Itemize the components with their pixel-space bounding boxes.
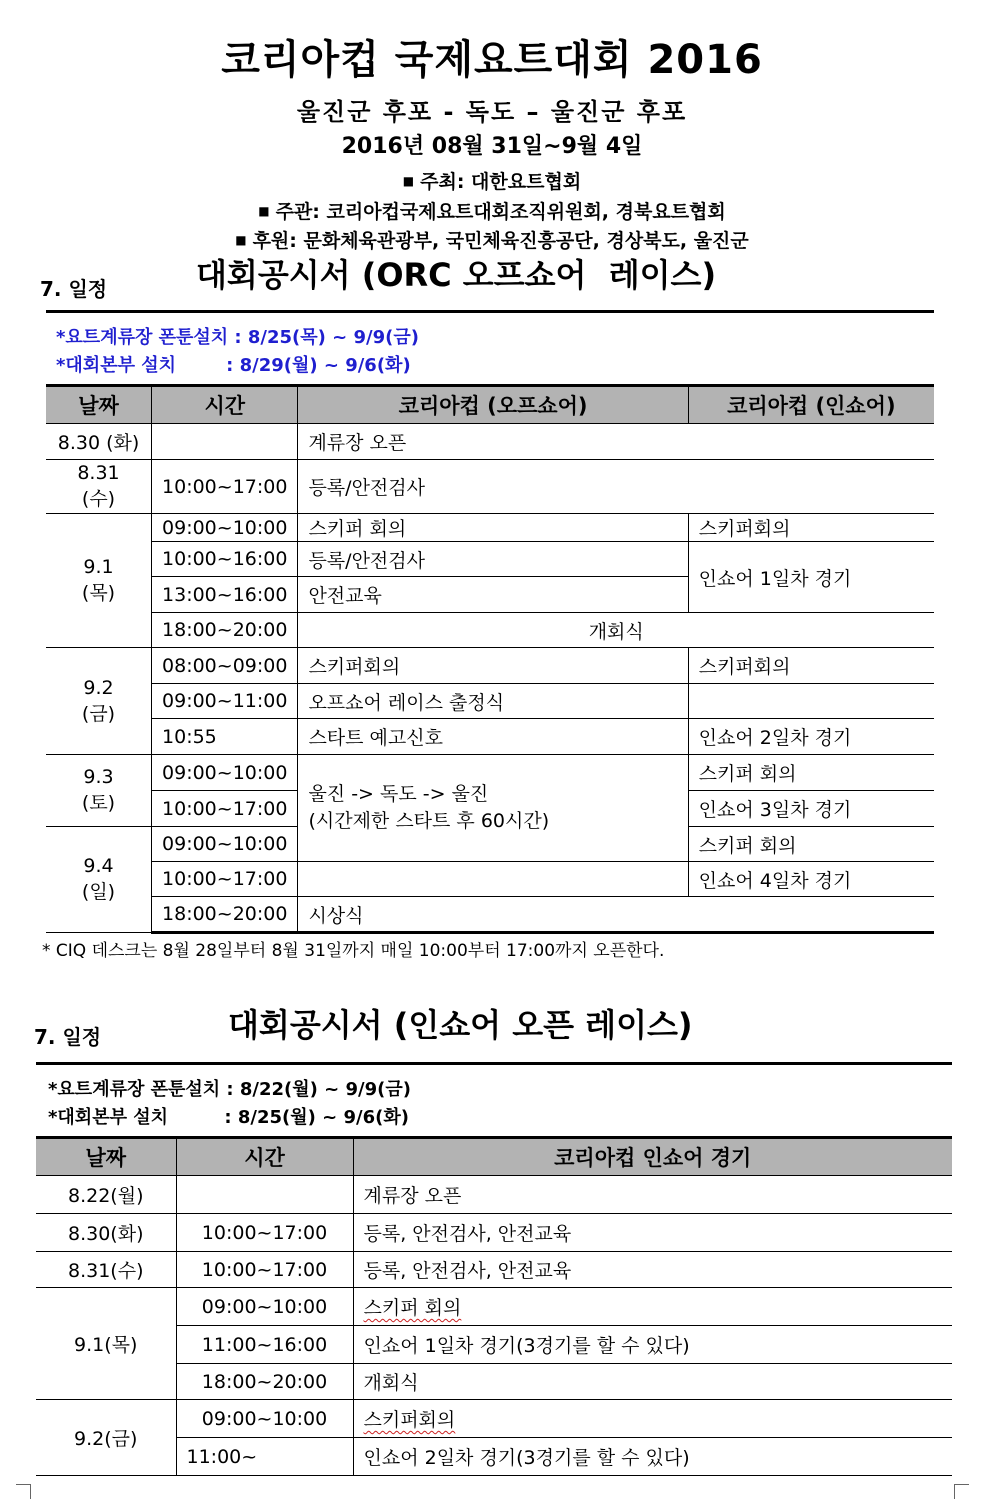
section2-note-hq: *대회본부 설치 : 8/25(월) ~ 9/6(화) [48,1107,409,1128]
table-row [46,424,934,460]
time-cell [176,1176,353,1214]
inshore-schedule-table [36,1136,952,1476]
date-cell: 8.22(월) [36,1176,176,1214]
section2-title: 대회공시서 (인쇼어 오픈 레이스) [228,1006,693,1044]
table-row [46,460,934,514]
inshore-cell [688,684,934,719]
table-row [36,1176,952,1214]
table-row [46,719,934,755]
table-row [46,862,934,897]
time-cell: 18:00~20:00 [152,897,298,933]
offshore-schedule-table [46,384,934,934]
table-row [46,514,934,542]
time-cell: 09:00~10:00 [152,827,298,862]
event-cell: 스타트 예고신호 [298,719,688,755]
inshore-cell: 스키퍼회의 [688,514,934,542]
inshore-cell: 인쇼어 1일차 경기 [688,542,934,613]
time-cell: 10:00~17:00 [152,791,298,827]
section1-rule [46,310,934,313]
table-header-row [46,386,934,424]
date-cell: 8.30 (화) [46,424,152,460]
event-cell: 안전교육 [298,577,688,613]
time-cell: 10:00~17:00 [176,1214,353,1252]
date-cell: 9.2 (금) [46,648,152,755]
time-cell [152,424,298,460]
header-date: 날짜 [36,1138,176,1176]
time-cell: 09:00~10:00 [152,755,298,791]
event-cell: 시상식 [298,897,934,933]
event-cell: 인쇼어 1일차 경기(3경기를 할 수 있다) [353,1326,952,1364]
section2-label: 7. 일정 [34,1025,102,1049]
event-cell [298,862,688,897]
inshore-cell: 스키퍼 회의 [688,755,934,791]
section1-title: 대회공시서 (ORC 오프쇼어 레이스) [196,256,717,294]
table-row [46,648,934,684]
date-cell: 8.30(화) [36,1214,176,1252]
table-row [36,1400,952,1438]
section1-label: 7. 일정 [40,277,108,301]
time-cell: 09:00~10:00 [176,1400,353,1438]
date-cell: 8.31(수) [36,1252,176,1288]
header-offshore: 코리아컵 (오프쇼어) [298,386,688,424]
date-cell: 9.1(목) [36,1288,176,1400]
inshore-cell: 인쇼어 2일차 경기 [688,719,934,755]
event-cell: 울진 -> 독도 -> 울진 (시간제한 스타트 후 60시간) [298,755,688,862]
section1-note-hq: *대회본부 설치 : 8/29(월) ~ 9/6(화) [56,355,411,376]
time-cell: 10:00~16:00 [152,542,298,577]
event-cell: 계류장 오픈 [353,1176,952,1214]
event-cell: 인쇼어 2일차 경기(3경기를 할 수 있다) [353,1438,952,1476]
document-title: 코리아컵 국제요트대회 2016 [221,37,763,83]
inshore-cell: 인쇼어 3일차 경기 [688,791,934,827]
event-cell: 등록, 안전검사, 안전교육 [353,1214,952,1252]
date-cell: 9.4 (일) [46,827,152,933]
event-cell: 등록/안전검사 [298,542,688,577]
time-cell: 13:00~16:00 [152,577,298,613]
section2-rule [36,1062,952,1065]
crop-mark-icon [954,1484,969,1499]
table-row [46,755,934,791]
table-row [36,1288,952,1326]
time-cell: 09:00~10:00 [152,514,298,542]
event-cell: 스키퍼회의 [298,648,688,684]
header-event: 코리아컵 인쇼어 경기 [353,1138,952,1176]
table-row [46,897,934,933]
event-cell: 스키퍼회의 [353,1400,952,1438]
time-cell: 10:55 [152,719,298,755]
header-date: 날짜 [46,386,152,424]
bullet-square-icon: ■ [402,174,415,188]
ciq-footnote: * CIQ 데스크는 8월 28일부터 8월 31일까지 매일 10:00부터 17:00까지 오픈한다. [42,941,665,961]
time-cell: 08:00~09:00 [152,648,298,684]
date-cell: 9.3 (토) [46,755,152,827]
table-row [36,1214,952,1252]
date-cell: 9.2(금) [36,1400,176,1476]
time-cell: 10:00~17:00 [152,862,298,897]
time-cell: 10:00~17:00 [176,1252,353,1288]
event-cell: 계류장 오픈 [298,424,934,460]
event-cell: 스키퍼 회의 [298,514,688,542]
crop-mark-icon [16,1484,31,1499]
header-inshore: 코리아컵 (인쇼어) [688,386,934,424]
bullet-square-icon: ■ [235,233,247,247]
date-cell: 8.31 (수) [46,460,152,514]
time-cell: 09:00~10:00 [176,1288,353,1326]
event-cell: 개회식 [353,1364,952,1400]
section1-note-pontoon: *요트계류장 폰툰설치 : 8/25(목) ~ 9/9(금) [56,327,419,348]
time-cell: 09:00~11:00 [152,684,298,719]
event-cell: 개회식 [298,613,934,648]
header-time: 시간 [152,386,298,424]
table-row [46,542,934,577]
table-header-row [36,1138,952,1176]
inshore-cell: 스키퍼 회의 [688,827,934,862]
inshore-cell: 인쇼어 4일차 경기 [688,862,934,897]
bullet-square-icon: ■ [258,204,270,218]
date-cell: 9.1 (목) [46,514,152,648]
inshore-cell: 스키퍼회의 [688,648,934,684]
event-cell: 등록/안전검사 [298,460,934,514]
event-cell: 오프쇼어 레이스 출정식 [298,684,688,719]
header-time: 시간 [176,1138,353,1176]
time-cell: 18:00~20:00 [176,1364,353,1400]
section2-note-pontoon: *요트계류장 폰툰설치 : 8/22(월) ~ 9/9(금) [48,1079,411,1100]
table-row [46,684,934,719]
time-cell: 10:00~17:00 [152,460,298,514]
event-cell: 등록, 안전검사, 안전교육 [353,1252,952,1288]
route-line: 울진군 후포 - 독도 – 울진군 후포 [296,98,688,126]
time-cell: 11:00~ [176,1438,353,1476]
date-range: 2016년 08월 31일~9월 4일 [341,134,643,159]
time-cell: 18:00~20:00 [152,613,298,648]
table-row [46,613,934,648]
time-cell: 11:00~16:00 [176,1326,353,1364]
host-line: ■ 주최: 대한요트협회 [402,171,582,193]
table-row [36,1252,952,1288]
sponsor-line: ■ 후원: 문화체육관광부, 국민체육진흥공단, 경상북도, 울진군 [235,230,749,252]
event-cell: 스키퍼 회의 [353,1288,952,1326]
organizer-line: ■ 주관: 코리아컵국제요트대회조직위원회, 경북요트협회 [258,201,726,223]
